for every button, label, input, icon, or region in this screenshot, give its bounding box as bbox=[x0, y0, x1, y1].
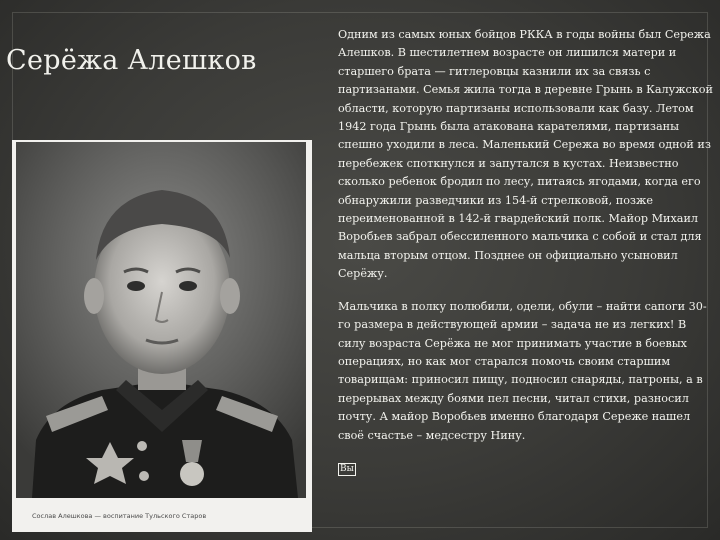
photo-caption: Сослав Алешкова — воспитание Тульского Старов bbox=[32, 512, 207, 520]
paragraph-1: Одним из самых юных бойцов РККА в годы войны был Сережа Алешков. В шестилетнем возрасте он лишился матери и старшего брата — гитлеровцы казнили их за связь с партизанами. Семья жила тогда в деревне Грынь в Калужской области, которую партизаны использовали как базу. Летом 1942 года Грынь была атакована карателями, партизаны спешно уходили в леса. Маленький Сережа во время одной из перебежек споткнулся и запутался в кустах. Неизвестно сколько ребенок бродил по лесу, питаясь ягодами, когда его обнаружили разведчики из 154-й стрелковой, позже переименованной в 142-й гвардейский полк. Майор Михаил Воробьев забрал обессиленного мальчика с собой и стал для мальца вторым отцом. Позднее он официально усыновил Серёжу. bbox=[338, 28, 713, 281]
slide-title: Серёжа Алешков bbox=[6, 45, 257, 76]
body-text bbox=[338, 26, 714, 477]
paragraph-2: Мальчика в полку полюбили, одели, обули – найти сапоги 30-го размера в действующей армии – задача не из легких! В силу возраста Серёжа не мог принимать участие в боевых операциях, но как мог старался помочь своим старшим товарищам: приносил пищу, подносил снаряды, патроны, а в перерывах между боями пел песни, читал стихи, разносил почту. А майор Воробьев именно благодаря Сереже нашел своё счастье – медсестру Нину. bbox=[338, 299, 707, 442]
end-marker[interactable]: Вы bbox=[340, 463, 354, 474]
portrait-photo bbox=[12, 140, 312, 532]
portrait-image bbox=[12, 140, 312, 532]
